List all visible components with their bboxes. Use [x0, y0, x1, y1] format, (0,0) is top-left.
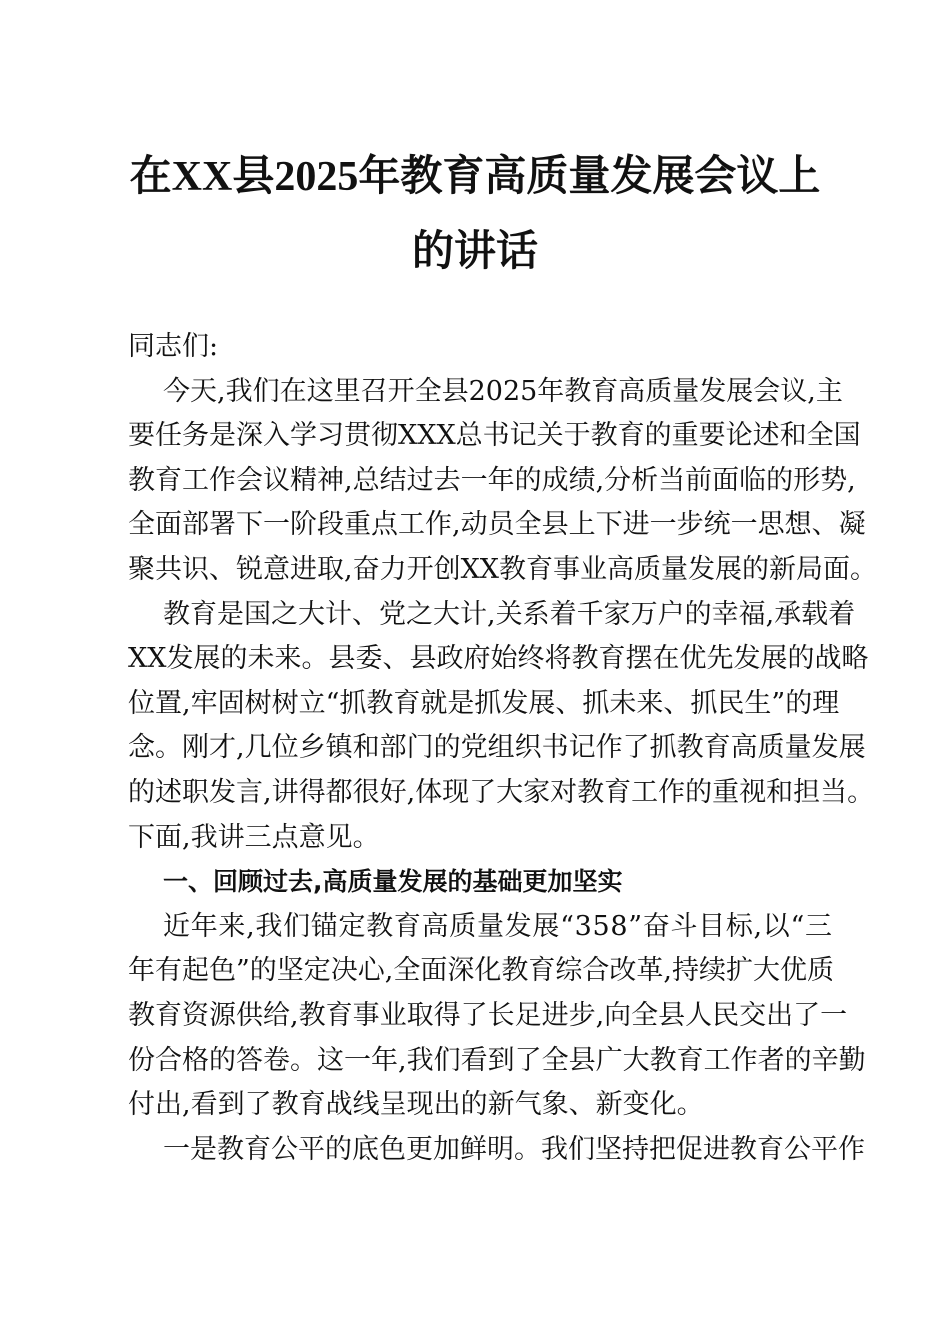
paragraph-line: 一是教育公平的底色更加鲜明。我们坚持把促进教育公平作 [163, 1133, 865, 1165]
paragraph-line: 教育是国之大计、党之大计,关系着千家万户的幸福,承载着 [163, 598, 856, 630]
paragraph-line: 付出,看到了教育战线呈现出的新气象、新变化。 [128, 1089, 704, 1121]
paragraph-line: 位置,牢固树树立“抓教育就是抓发展、抓未来、抓民生”的理 [128, 687, 840, 719]
paragraph-line: 今天,我们在这里召开全县2025年教育高质量发展会议,主 [163, 375, 843, 407]
document-title [60, 140, 890, 290]
paragraph-line: 的述职发言,讲得都很好,体现了大家对教育工作的重视和担当。 [128, 776, 875, 808]
paragraph-line: 要任务是深入学习贯彻XXX总书记关于教育的重要论述和全国 [128, 420, 861, 452]
paragraph [128, 593, 875, 861]
paragraph-line: XX发展的未来。县委、县政府始终将教育摆在优先发展的战略 [128, 643, 869, 675]
section-heading: 一、回顾过去,高质量发展的基础更加坚实 [163, 867, 623, 897]
title-line: 在XX县2025年教育高质量发展会议上 [129, 154, 821, 200]
paragraph [128, 905, 866, 1128]
title-line: 的讲话 [411, 229, 538, 275]
paragraph-line: 教育资源供给,教育事业取得了长足进步,向全县人民交出了一 [128, 999, 848, 1031]
paragraph [128, 1128, 865, 1173]
salutation: 同志们: [128, 331, 219, 362]
paragraph-line: 全面部署下一阶段重点工作,动员全县上下进一步统一思想、凝 [128, 509, 866, 541]
paragraph-line: 念。刚才,几位乡镇和部门的党组织书记作了抓教育高质量发展 [128, 732, 866, 764]
document-body [128, 325, 878, 1172]
paragraph-line: 份合格的答卷。这一年,我们看到了全县广大教育工作者的辛勤 [128, 1044, 866, 1076]
paragraph-line: 近年来,我们锚定教育高质量发展“358”奋斗目标,以“三 [163, 910, 833, 942]
paragraph-line: 聚共识、锐意进取,奋力开创XX教育事业高质量发展的新局面。 [128, 553, 878, 585]
paragraph-line: 教育工作会议精神,总结过去一年的成绩,分析当前面临的形势, [128, 464, 856, 496]
paragraph-line: 下面,我讲三点意见。 [128, 821, 380, 853]
paragraph-line: 年有起色”的坚定决心,全面深化教育综合改革,持续扩大优质 [128, 955, 834, 987]
paragraph [128, 370, 878, 593]
